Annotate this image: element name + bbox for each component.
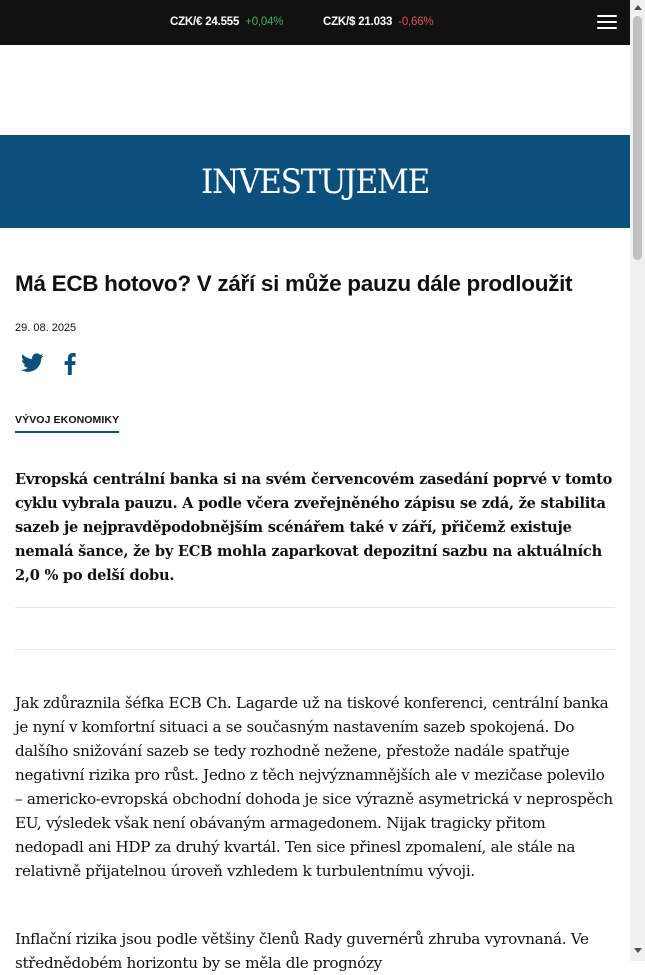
scroll-up-arrow-icon[interactable] <box>634 5 642 10</box>
ad-slot <box>0 45 630 135</box>
ticker-eur-change: +0,04% <box>245 16 284 28</box>
article-lead: Evropská centrální banka si na svém červencovém zasedání poprvé v tomto cyklu vybrala pauzu. A podle včera zveřejněného zápisu se zdá, že stabilita sazeb je nejpravděpodobnějším scénářem také v září, přičemž existuje nemalá šance, že by ECB mohla zaparkovat depozitní sazbu na aktuálních 2,0 % po delší dobu. <box>15 471 613 584</box>
page-scrollbar[interactable] <box>630 0 645 961</box>
article-date: 29. 08. 2025 <box>15 322 77 334</box>
ticker-usd-pair: CZK/$ 21.033 <box>323 16 393 28</box>
divider <box>15 607 615 608</box>
ticker-eur[interactable] <box>170 16 283 28</box>
article-paragraph: Jak zdůraznila šéfka ECB Ch. Lagarde už na tiskové konferenci, centrální banka je nyní v komfortní situaci a se současným nastavením sazeb spokojená. Do dalšího snižování sazeb se tedy rozhodně nežene, přestože nadále spatřuje negativní rizika pro růst. Jedno z těch nejvýznamnějších ale v mezičase polevilo – americko-evropská obchodní dohoda je sice výrazně asymetrická v neprospěch EU, výsledek však není obávaným armagedonem. Nijak tragicky přitom nedopadl ani HDP za druhý kvartál. Ten sice přinesl zpomalení, ale stále na relativně přijatelnou úroveň vzhledem k turbulentnímu vývoji. <box>15 694 613 880</box>
hamburger-menu-icon[interactable] <box>597 13 617 31</box>
ticker-usd[interactable] <box>323 16 433 28</box>
ticker-eur-pair: CZK/€ 24.555 <box>170 16 240 28</box>
facebook-icon <box>64 353 76 375</box>
twitter-icon <box>21 353 44 373</box>
article-paragraph: Inflační rizika jsou podle většiny členů Rady guvernérů zhruba vyrovnaná. Ve střednědobém horizontu by se měla dle prognózy <box>15 930 589 972</box>
category-link[interactable]: VÝVOJ EKONOMIKY <box>15 414 119 433</box>
scroll-down-arrow-icon[interactable] <box>634 948 642 953</box>
brand-header <box>0 135 630 228</box>
scrollbar-thumb[interactable] <box>633 16 642 260</box>
article-title: Má ECB hotovo? V září si může pauzu dále prodloužit <box>15 271 573 296</box>
top-bar <box>0 0 630 45</box>
share-twitter-button[interactable] <box>21 353 44 378</box>
share-facebook-button[interactable] <box>64 353 76 380</box>
ticker-usd-change: -0,66% <box>398 16 434 28</box>
divider <box>15 649 615 650</box>
site-logo[interactable]: INVESTUJEME <box>200 162 430 202</box>
